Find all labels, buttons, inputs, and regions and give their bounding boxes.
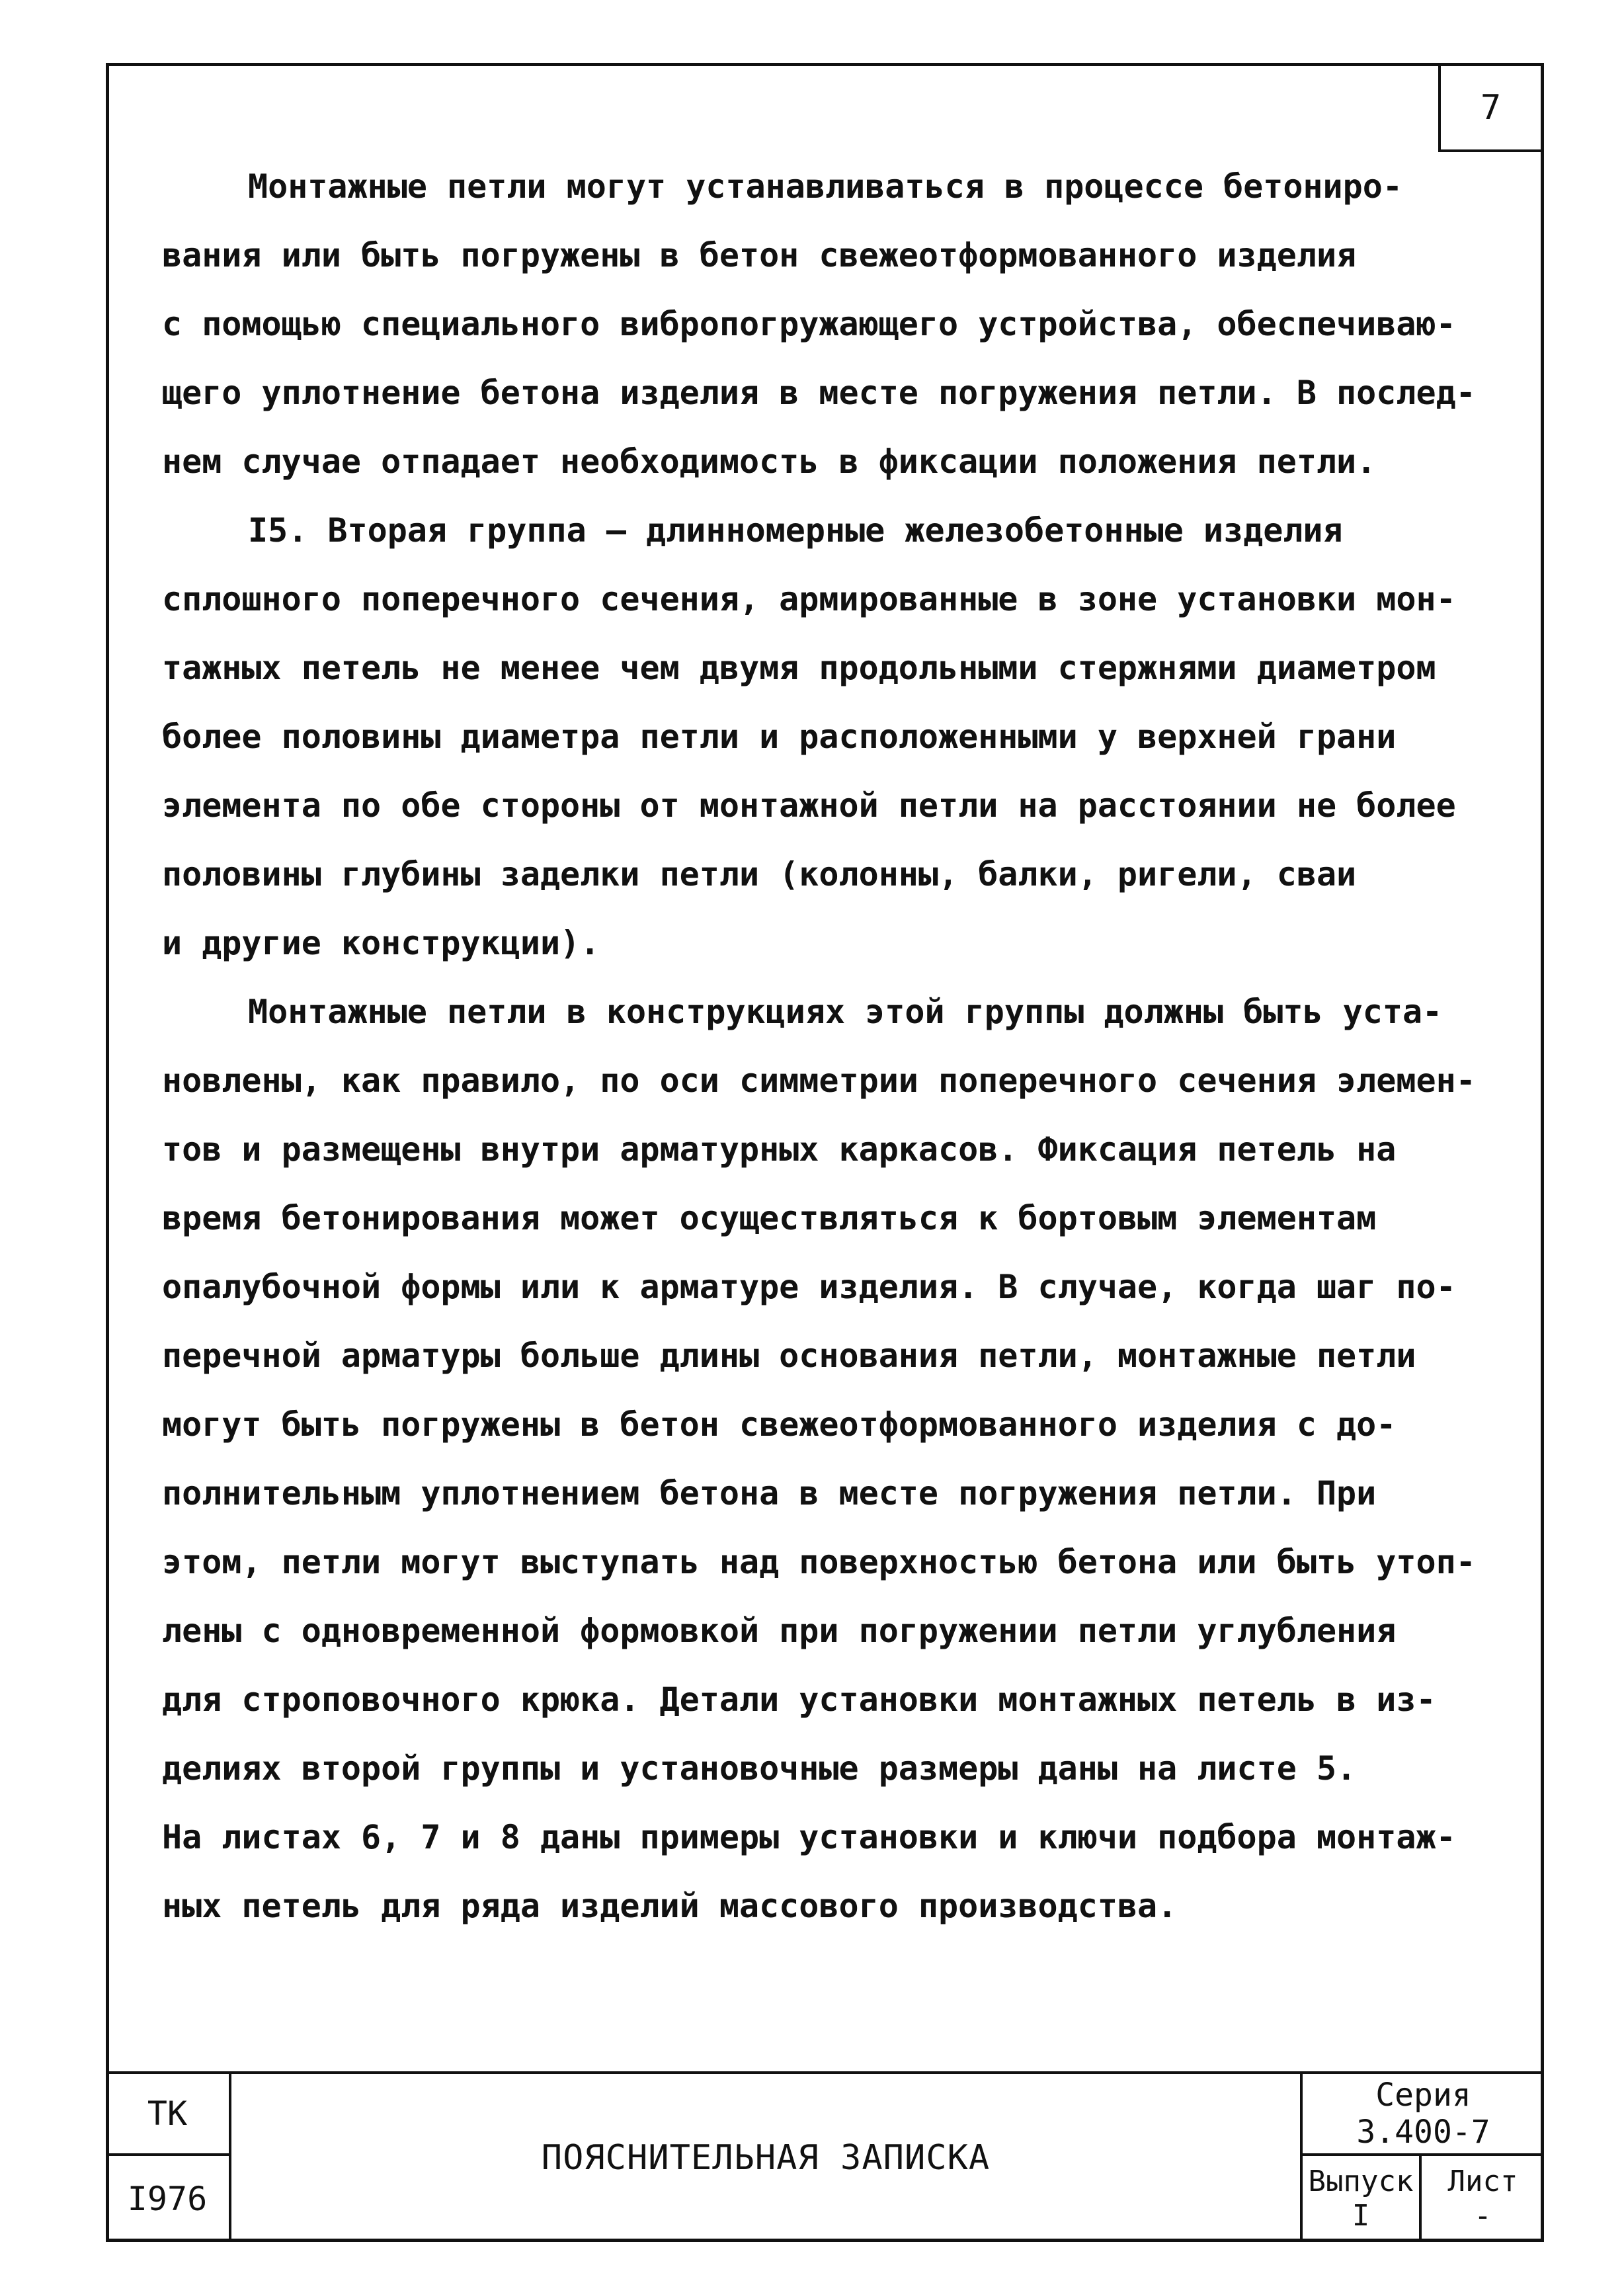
- text-line: время бетонирования может осуществляться к бортовым элементам: [162, 1199, 1377, 1237]
- text-line: этом, петли могут выступать над поверхностью бетона или быть утоп-: [162, 1543, 1476, 1581]
- sheet-cell: [1422, 2156, 1544, 2242]
- text-line: I5. Вторая группа – длинномерные железобетонные изделия: [248, 511, 1343, 550]
- title-block-year: I976: [106, 2156, 231, 2242]
- series-label: Серия: [1375, 2077, 1471, 2114]
- issue-label: Выпуск: [1308, 2165, 1414, 2198]
- text-line: тажных петель не менее чем двумя продольными стержнями диаметром: [162, 649, 1436, 687]
- text-line: с помощью специального вибропогружающего устройства, обеспечиваю-: [162, 305, 1456, 343]
- document-body: [162, 152, 1531, 1940]
- sheet-value: -: [1474, 2199, 1492, 2233]
- text-line: опалубочной формы или к арматуре изделия. В случае, когда шаг по-: [162, 1268, 1456, 1306]
- title-block: [106, 2071, 1544, 2242]
- text-line: нем случае отпадает необходимость в фиксации положения петли.: [162, 442, 1377, 481]
- text-line: и другие конструкции).: [162, 924, 600, 962]
- text-line: На листах 6, 7 и 8 даны примеры установки и ключи подбора монтаж-: [162, 1818, 1456, 1856]
- text-line: могут быть погружены в бетон свежеотформованного изделия с до-: [162, 1405, 1397, 1444]
- text-line: сплошного поперечного сечения, армированные в зоне установки мон-: [162, 580, 1456, 618]
- text-line: щего уплотнение бетона изделия в месте погружения петли. В послед-: [162, 374, 1476, 412]
- text-line: Монтажные петли могут устанавливаться в процессе бетониро-: [248, 167, 1402, 206]
- text-line: перечной арматуры больше длины основания петли, монтажные петли: [162, 1337, 1416, 1375]
- text-line: элемента по обе стороны от монтажной петли на расстоянии не более: [162, 786, 1456, 825]
- page-number: 7: [1438, 66, 1541, 152]
- text-line: ных петель для ряда изделий массового производства.: [162, 1887, 1178, 1925]
- text-line: делиях второй группы и установочные размеры даны на листе 5.: [162, 1749, 1357, 1788]
- text-line: лены с одновременной формовкой при погружении петли углубления: [162, 1612, 1397, 1650]
- text-line: вания или быть погружены в бетон свежеотформованного изделия: [162, 236, 1357, 274]
- text-line: новлены, как правило, по оси симметрии поперечного сечения элемен-: [162, 1061, 1476, 1100]
- text-line: более половины диаметра петли и расположенными у верхней грани: [162, 718, 1397, 756]
- text-line: Монтажные петли в конструкциях этой группы должны быть уста-: [248, 993, 1443, 1031]
- text-line: половины глубины заделки петли (колонны, балки, ригели, сваи: [162, 855, 1357, 893]
- text-line: полнительным уплотнением бетона в месте погружения петли. При: [162, 1474, 1377, 1512]
- issue-cell: [1303, 2156, 1422, 2242]
- title-block-code: ТК: [106, 2074, 231, 2156]
- issue-value: I: [1352, 2199, 1370, 2233]
- text-line: тов и размещены внутри арматурных каркасов. Фиксация петель на: [162, 1130, 1397, 1169]
- series-value: 3.400-7: [1356, 2114, 1490, 2151]
- sheet-label: Лист: [1447, 2165, 1518, 2198]
- text-line: для строповочного крюка. Детали установки монтажных петель в из-: [162, 1680, 1436, 1719]
- document-title: ПОЯСНИТЕЛЬНАЯ ЗАПИСКА: [231, 2074, 1303, 2242]
- series-cell: [1303, 2074, 1544, 2156]
